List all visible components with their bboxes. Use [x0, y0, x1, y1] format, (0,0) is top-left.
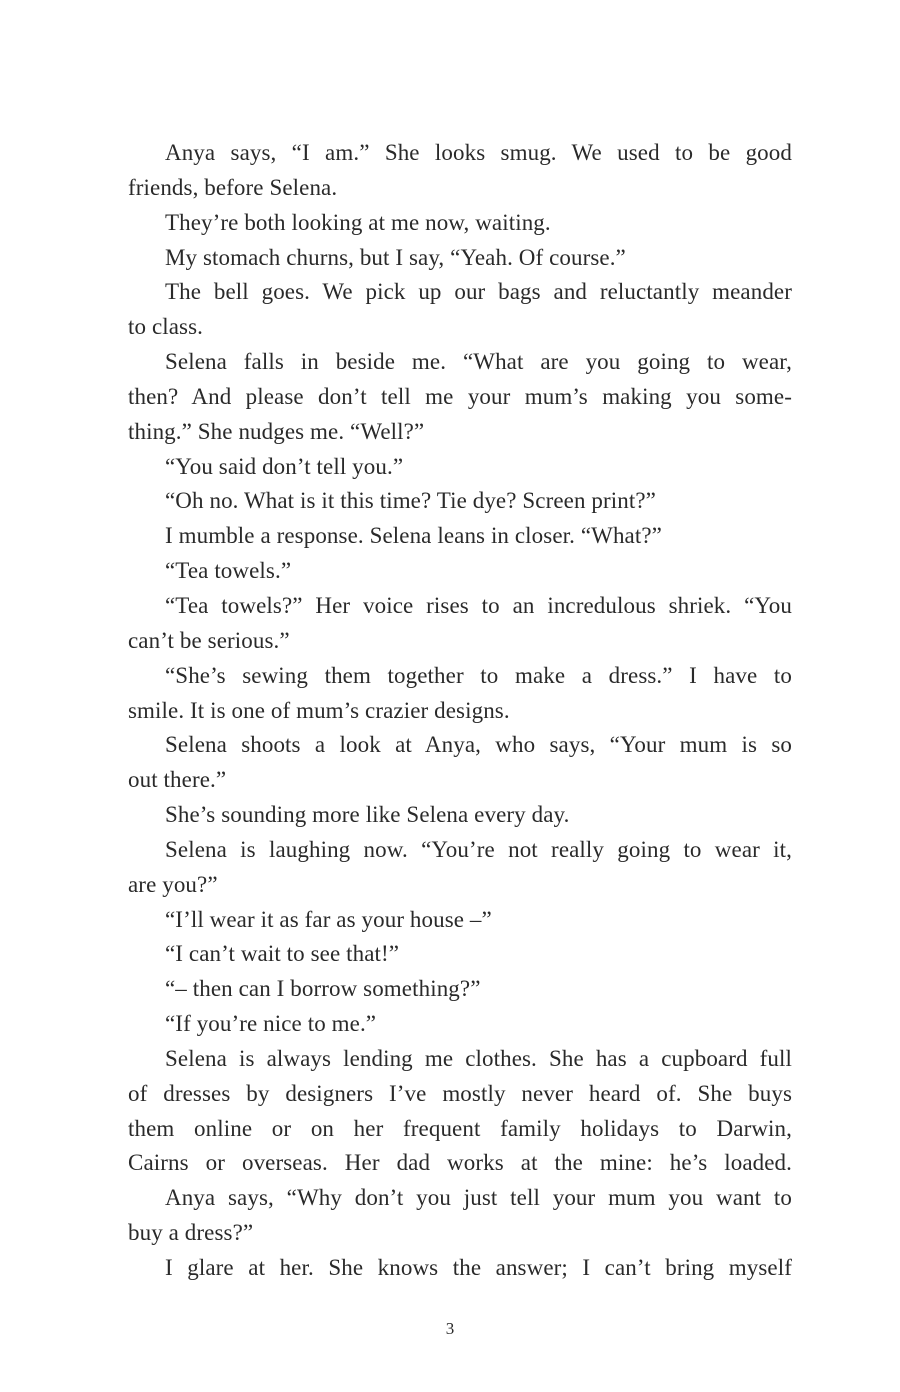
- text-line: of dresses by designers I’ve mostly never heard of. She buys: [128, 1080, 792, 1106]
- text-line: friends, before Selena.: [128, 174, 338, 200]
- text-line: Selena is always lending me clothes. She has a cupboard full: [165, 1045, 792, 1071]
- text-line: Anya says, “I am.” She looks smug. We used to be good: [165, 140, 792, 165]
- text-line: “If you’re nice to me.”: [165, 1011, 377, 1037]
- text-line: “Tea towels?” Her voice rises to an incredulous shriek. “You: [165, 592, 792, 618]
- text-line: The bell goes. We pick up our bags and reluctantly meander: [165, 279, 792, 305]
- text-line: Selena falls in beside me. “What are you going to wear,: [165, 349, 792, 375]
- text-line: “– then can I borrow something?”: [165, 976, 481, 1002]
- text-line: “Oh no. What is it this time? Tie dye? Screen print?”: [165, 488, 656, 514]
- text-line: “I can’t wait to see that!”: [165, 941, 400, 967]
- text-line: They’re both looking at me now, waiting.: [165, 209, 551, 235]
- page-number: 3: [445, 1319, 455, 1338]
- text-line: them online or on her frequent family holidays to Darwin,: [128, 1115, 792, 1141]
- text-line: My stomach churns, but I say, “Yeah. Of course.”: [165, 244, 626, 270]
- text-line: to class.: [128, 314, 203, 340]
- text-line: Cairns or overseas. Her dad works at the mine: he’s loaded.: [128, 1150, 792, 1176]
- text-line: Anya says, “Why don’t you just tell your mum you want to: [165, 1185, 792, 1211]
- text-line: “You said don’t tell you.”: [165, 453, 404, 479]
- text-line: She’s sounding more like Selena every day.: [165, 802, 570, 828]
- text-line: I glare at her. She knows the answer; I can’t bring myself: [165, 1255, 792, 1280]
- text-line: “I’ll wear it as far as your house –”: [165, 906, 492, 932]
- text-line: buy a dress?”: [128, 1220, 254, 1246]
- text-line: Selena shoots a look at Anya, who says, “Your mum is so: [165, 732, 792, 758]
- text-line: Selena is laughing now. “You’re not really going to wear it,: [165, 836, 792, 862]
- text-line: “She’s sewing them together to make a dress.” I have to: [165, 662, 792, 688]
- body-text: [128, 136, 792, 1286]
- text-line: “Tea towels.”: [165, 558, 292, 584]
- text-line: can’t be serious.”: [128, 627, 290, 653]
- text-line: I mumble a response. Selena leans in closer. “What?”: [165, 523, 662, 549]
- text-line: smile. It is one of mum’s crazier designs.: [128, 697, 510, 723]
- text-line: out there.”: [128, 767, 227, 793]
- text-line: then? And please don’t tell me your mum’s making you some-: [128, 383, 792, 409]
- text-line: are you?”: [128, 871, 218, 897]
- text-line: thing.” She nudges me. “Well?”: [128, 418, 425, 444]
